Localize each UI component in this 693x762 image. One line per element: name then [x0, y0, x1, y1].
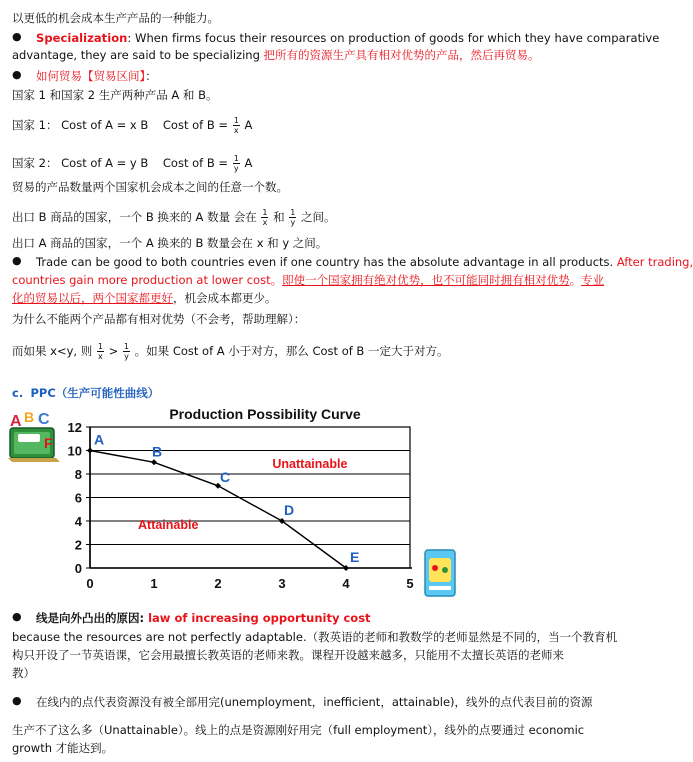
if-gt: >: [108, 344, 119, 358]
inside-line-3: growth 才能达到。: [12, 741, 114, 755]
country-1-cost-b: Cost of B =: [162, 118, 229, 132]
y-tick-label: 0: [74, 561, 82, 576]
specialization-term: Specialization: [36, 31, 128, 45]
how-trade-title: 如何贸易【贸易区间】: [36, 69, 146, 83]
y-tick-label: 2: [74, 537, 82, 553]
y-tick-label: 12: [67, 420, 82, 435]
point-label: E: [350, 549, 360, 565]
fraction-1-over-y: $\frac{1}{y}$: [290, 208, 296, 227]
trade-paragraph-2: [12, 272, 649, 288]
book-icon: [423, 548, 459, 600]
reason-colon: :: [139, 611, 149, 625]
reason-title: 线是向外凸出的原因: [36, 611, 140, 625]
fraction-1-over-y: $\frac{1}{y}$: [123, 342, 130, 361]
trade-text-a: Trade can be good to both countries even if one country has the absolute advantage in all products.: [36, 255, 617, 269]
specialization-paragraph-2: [12, 47, 649, 63]
country-2-label: 国家 2：: [12, 156, 58, 170]
annotation-attainable: Attainable: [138, 518, 199, 533]
data-point: [151, 459, 157, 465]
country-1-line: [12, 116, 649, 135]
because-line-2: 构只开设了一节英语课，它会用最擅长教英语的老师来教。课程开设越来越多，只能用不太擅长英语的老师来: [12, 648, 564, 662]
bullet: ●: [12, 610, 22, 623]
trade-red-b: countries gain more production at lower cost: [12, 273, 271, 287]
bullet: ●: [12, 30, 22, 43]
trade-underline-3: 化的贸易以后，两个国家都更好: [12, 291, 173, 305]
if-line: [12, 342, 649, 361]
x-tick-label: 0: [86, 576, 94, 591]
trade-paragraph-3: [12, 290, 649, 306]
country-1-label: 国家 1：: [12, 118, 58, 132]
y-tick-label: 10: [67, 443, 82, 459]
y-tick-label: 8: [74, 467, 82, 482]
country-2-tail: A: [244, 156, 253, 170]
line-1: 以更低的机会成本生产产品的一种能力。: [12, 11, 219, 25]
svg-text:A: A: [10, 413, 22, 430]
ppc-letter: c.: [12, 386, 24, 400]
svg-text:F: F: [44, 435, 53, 451]
if-text-b: 。如果 Cost of A 小于对方，那么 Cost of B 一定大于对方。: [134, 344, 449, 358]
y-tick-label: 4: [74, 514, 82, 529]
reason-law: law of increasing opportunity cost: [148, 611, 371, 625]
export-b-text-b: 之间。: [301, 210, 336, 224]
why-line: 为什么不能两个产品都有相对优势（不会考，帮助理解）：: [12, 312, 306, 326]
x-tick-label: 4: [342, 576, 350, 591]
x-tick-label: 5: [406, 576, 414, 591]
fraction-1-over-x: $\frac{1}{x}$: [262, 208, 268, 227]
export-b-and: 和: [273, 210, 285, 224]
how-trade-colon: ：: [145, 69, 157, 83]
bullet: ●: [12, 254, 22, 267]
ppc-heading: [12, 385, 649, 401]
country-2-line: [12, 154, 649, 173]
inside-line-1: 在线内的点代表资源没有被全部用完(unemployment，inefficient，attainable)，线外的点代表目前的资源: [36, 695, 593, 709]
bullet: ●: [12, 694, 22, 707]
fraction-1-over-x: $\frac{1}{x}$: [97, 342, 103, 361]
trade-dot: 。: [270, 273, 283, 287]
trade-dot-2: 。: [569, 273, 582, 287]
point-label: B: [152, 443, 163, 460]
svg-text:C: C: [38, 411, 50, 428]
because-line-3: 教）: [12, 666, 35, 680]
fraction-1-over-y: $\frac{1}{y}$: [233, 154, 239, 173]
x-tick-label: 1: [150, 576, 158, 591]
trade-underline-2: 专业: [581, 273, 605, 287]
export-b-text-a: 出口 B 商品的国家，一个 B 换来的 A 数量 会在: [12, 210, 257, 224]
trade-red-a: After trading,: [616, 255, 693, 269]
because-line-1: because the resources are not perfectly adaptable.（教英语的老师和教数学的老师显然是不同的，当一个教育机: [12, 630, 618, 644]
specialization-text-b: advantage, they are said to be specializing: [12, 48, 264, 62]
export-b-line: [12, 208, 649, 227]
chart-title: Production Possibility Curve: [169, 406, 361, 422]
fraction-1-over-x: $\frac{1}{x}$: [233, 116, 239, 135]
trade-tail: ，机会成本都更少。: [173, 291, 277, 305]
reason-line: [36, 610, 649, 626]
trade-paragraph-1: [36, 254, 693, 270]
x-tick-label: 2: [214, 576, 222, 591]
country-2-cost-a: Cost of A = y B: [61, 156, 149, 170]
x-tick-label: 3: [278, 576, 286, 591]
ppc-chart: [55, 403, 425, 598]
country-1-cost-a: Cost of A = x B: [61, 118, 149, 132]
point-label: C: [220, 468, 231, 485]
specialization-paragraph: [36, 30, 660, 46]
annotation-unattainable: Unattainable: [272, 457, 348, 472]
y-tick-label: 6: [74, 490, 82, 506]
data-point: [87, 448, 93, 454]
svg-text:B: B: [24, 409, 35, 425]
trade-range-line: 贸易的产品数量两个国家机会成本之间的任意一个数。: [12, 180, 288, 194]
specialization-cn: 把所有的资源生产具有相对优势的产品，然后再贸易。: [263, 48, 540, 62]
export-a-line: 出口 A 商品的国家，一个 A 换来的 B 数量会在 x 和 y 之间。: [12, 236, 328, 250]
if-text-a: 而如果 x<y, 则: [12, 344, 93, 358]
bullet: ●: [12, 68, 22, 81]
inside-line-2: 生产不了这么多（Unattainable）。线上的点是资源刚好用完（full employment），线外的点要通过 economic: [12, 723, 585, 737]
how-trade-heading: [36, 68, 649, 84]
ppc-title: PPC（生产可能性曲线）: [30, 386, 160, 400]
country-1-tail: A: [244, 118, 253, 132]
country-2-cost-b: Cost of B =: [162, 156, 229, 170]
trade-underline-1: 即使一个国家拥有绝对优势，也不可能同时拥有相对优势: [282, 273, 570, 287]
specialization-text-a: : When firms focus their resources on production of goods for which they have comparative: [127, 31, 660, 45]
two-goods-line: 国家 1 和国家 2 生产两种产品 A 和 B。: [12, 88, 218, 102]
point-label: D: [284, 502, 295, 518]
point-label: A: [94, 431, 105, 448]
